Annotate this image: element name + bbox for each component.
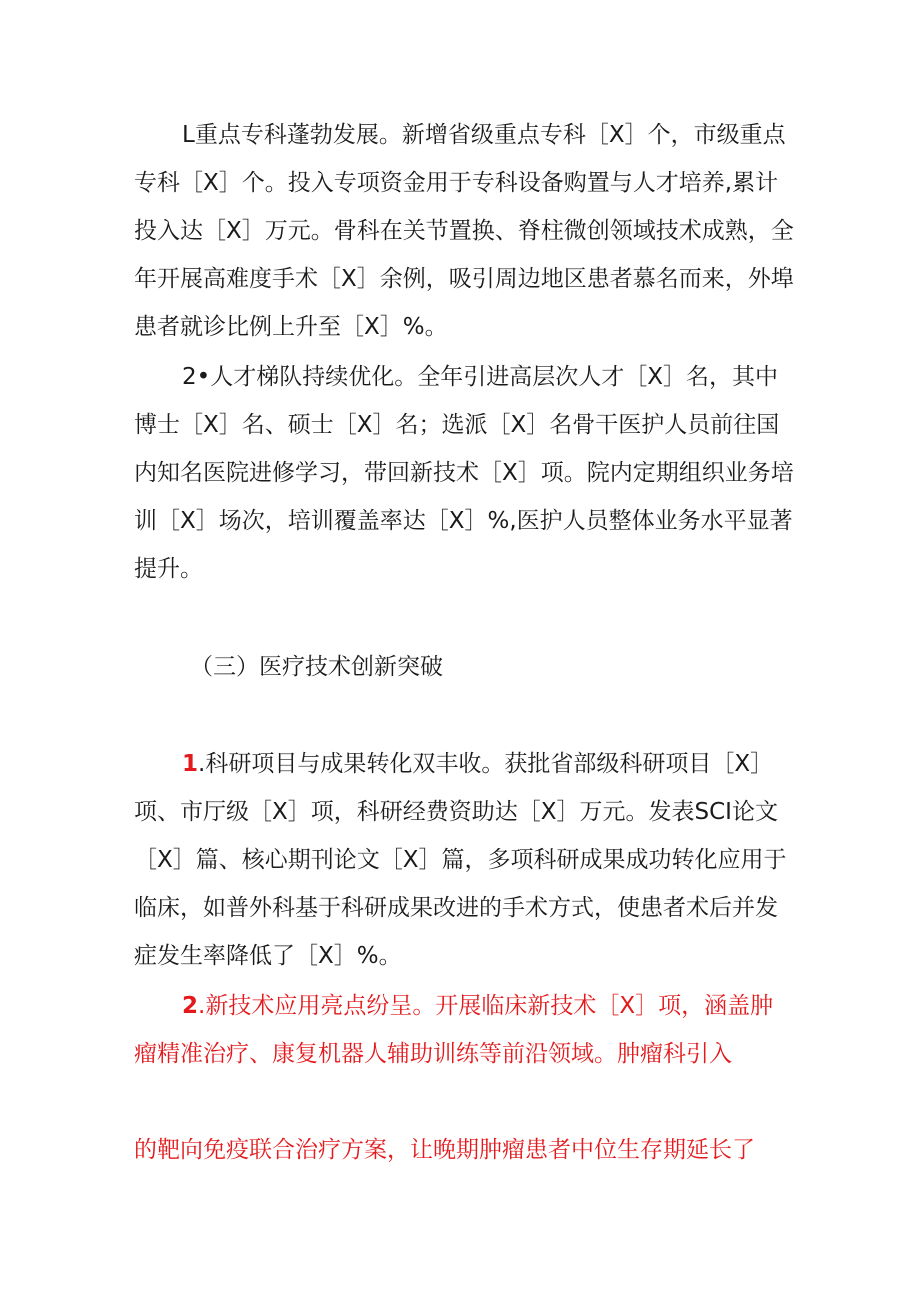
text-line [182,748,773,780]
text-line: 提升。 [134,556,203,582]
text-line: 专科［X］个。投入专项资金用于专科设备购置与人才培养,累计 [134,170,779,196]
text-line: 投入达［X］万元。骨科在关节置换、脊柱微创领域技术成熟，全 [134,218,794,244]
text-line: 患者就诊比例上升至［X］%。 [134,314,448,340]
text-line: 训［X］场次，培训覆盖率达［X］%,医护人员整体业务水平显著 [134,508,793,534]
item-number: 1 [182,751,199,777]
text-line: 症发生率降低了［X］%。 [134,943,402,969]
text-line: 博士［X］名、硕士［X］名；选派［X］名骨干医护人员前往国 [134,412,780,438]
text-line: 临床，如普外科基于科研成果改进的手术方式，使患者术后并发 [134,895,778,921]
text-line: 项、市厅级［X］项，科研经费资助达［X］万元。发表SCI论文 [134,799,778,825]
text-line: 瘤精准治疗、康复机器人辅助训练等前沿领域。肿瘤科引入 [134,1041,732,1067]
section-heading: （三）医疗技术创新突破 [190,654,443,680]
text-line [182,990,773,1022]
text-segment: .科研项目与成果转化双丰收。获批省部级科研项目［X］ [198,751,774,777]
item-number: 2 [182,993,199,1019]
text-line: 2•人才梯队持续优化。全年引进高层次人才［X］名，其中 [182,364,778,390]
text-line: ［X］篇、核心期刊论文［X］篇，多项科研成果成功转化应用于 [134,847,787,873]
text-line: 年开展高难度手术［X］余例，吸引周边地区患者慕名而来，外埠 [134,266,794,292]
text-line: L重点专科蓬勃发展。新增省级重点专科［X］个，市级重点 [182,122,786,148]
text-line: 的靶向免疫联合治疗方案，让晚期肿瘤患者中位生存期延长了 [134,1137,755,1163]
text-line: 内知名医院进修学习，带回新技术［X］项。院内定期组织业务培 [134,460,794,486]
text-segment: .新技术应用亮点纷呈。开展临床新技术［X］项，涵盖肿 [198,993,774,1019]
